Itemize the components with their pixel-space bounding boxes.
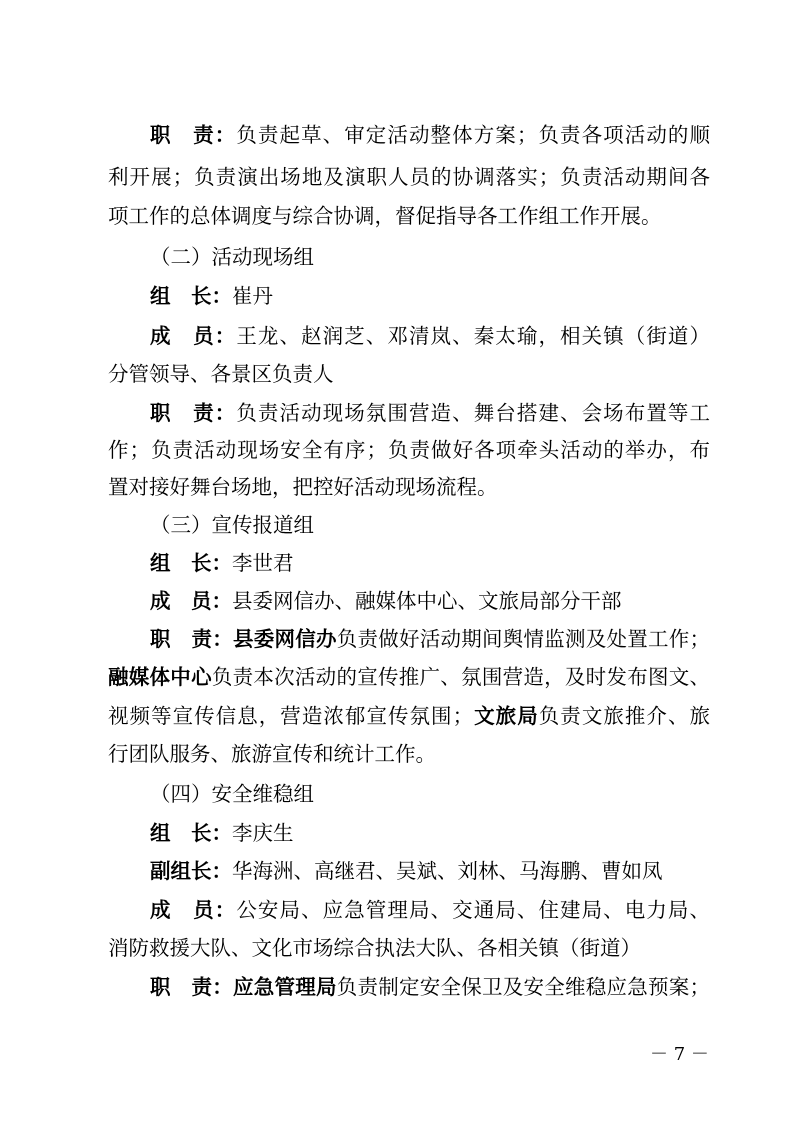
text-segment: 行团队服务、旅游宣传和统计工作。: [108, 742, 436, 766]
text-line-12: [150, 550, 710, 577]
label-zhize: 职 责：: [150, 627, 233, 651]
text-segment: 视频等宣传信息，营造浓郁宣传氛围；: [108, 704, 474, 728]
page-number: － 7 －: [650, 1044, 709, 1065]
section-heading-text: （四）安全维稳组: [150, 782, 314, 806]
text-line-17: [108, 741, 710, 768]
org-name-bold: 县委网信办: [233, 627, 337, 651]
text-line-10: [108, 474, 710, 501]
text-segment: 消防救援大队、文化市场综合执法大队、各相关镇（街道）: [108, 936, 641, 960]
text-line-1: [150, 122, 710, 149]
text-line-13: [150, 588, 710, 615]
text-segment: 李庆生: [232, 821, 294, 845]
text-line-16: [108, 703, 710, 730]
text-segment: 利开展；负责演出场地及演职人员的协调落实；负责活动期间各: [108, 165, 710, 189]
label-chengyuan: 成 员：: [150, 589, 232, 613]
label-chengyuan: 成 员：: [150, 898, 237, 922]
text-segment: 县委网信办、融媒体中心、文旅局部分干部: [232, 589, 622, 613]
text-segment: 王龙、赵润芝、邓清岚、秦太瑜，相关镇（街道）: [236, 324, 710, 348]
text-line-5: [150, 283, 710, 310]
text-segment: 华海洲、高继君、吴斌、刘林、马海鹏、曹如凤: [232, 859, 663, 883]
text-segment: 负责活动现场氛围营造、舞台搭建、会场布置等工: [236, 401, 710, 425]
label-zhize: 职 责：: [150, 975, 233, 999]
text-segment: 负责本次活动的宣传推广、氛围营造，及时发布图文、: [211, 665, 710, 689]
text-line-2: [108, 164, 710, 191]
text-line-9: [108, 437, 710, 464]
text-segment: 负责制定安全保卫及安全维稳应急预案；: [336, 975, 710, 999]
text-line-22: [108, 935, 710, 962]
org-name-bold: 应急管理局: [233, 975, 337, 999]
label-zuzhang: 组 长：: [150, 284, 232, 308]
text-line-20: [150, 858, 710, 885]
text-line-19: [150, 820, 710, 847]
text-segment: 分管领导、各景区负责人: [108, 362, 334, 386]
text-line-8: [150, 400, 710, 427]
text-segment: 负责做好活动期间舆情监测及处置工作；: [336, 627, 710, 651]
text-segment: 公安局、应急管理局、交通局、住建局、电力局、: [236, 898, 710, 922]
text-line-7: [108, 361, 710, 388]
section-heading-text: （三）宣传报道组: [150, 513, 314, 537]
org-name-bold: 融媒体中心: [108, 665, 212, 689]
section-heading-3: [150, 512, 710, 539]
text-segment: 作；负责活动现场安全有序；负责做好各项牵头活动的举办，布: [108, 438, 710, 462]
text-line-23: [150, 974, 710, 1001]
text-segment: 李世君: [232, 551, 294, 575]
section-heading-text: （二）活动现场组: [150, 245, 314, 269]
org-name-bold: 文旅局: [473, 704, 539, 728]
text-segment: 负责起草、审定活动整体方案；负责各项活动的顺: [236, 123, 710, 147]
text-segment: 项工作的总体调度与综合协调，督促指导各工作组工作开展。: [108, 204, 662, 228]
label-chengyuan: 成 员：: [150, 324, 237, 348]
label-zuzhang: 组 长：: [150, 551, 232, 575]
text-segment: 置对接好舞台场地，把控好活动现场流程。: [108, 475, 498, 499]
label-fuzuzhang: 副组长：: [150, 859, 232, 883]
label-zhize: 职 责：: [150, 123, 237, 147]
label-zuzhang: 组 长：: [150, 821, 232, 845]
label-zhize: 职 责：: [150, 401, 237, 425]
text-line-3: [108, 203, 710, 230]
section-heading-2: [150, 244, 710, 271]
text-segment: 负责文旅推介、旅: [538, 704, 710, 728]
section-heading-4: [150, 781, 710, 808]
text-segment: 崔丹: [232, 284, 273, 308]
text-line-21: [150, 897, 710, 924]
text-line-6: [150, 323, 710, 350]
text-line-15: [108, 664, 710, 691]
text-line-14: [150, 626, 710, 653]
